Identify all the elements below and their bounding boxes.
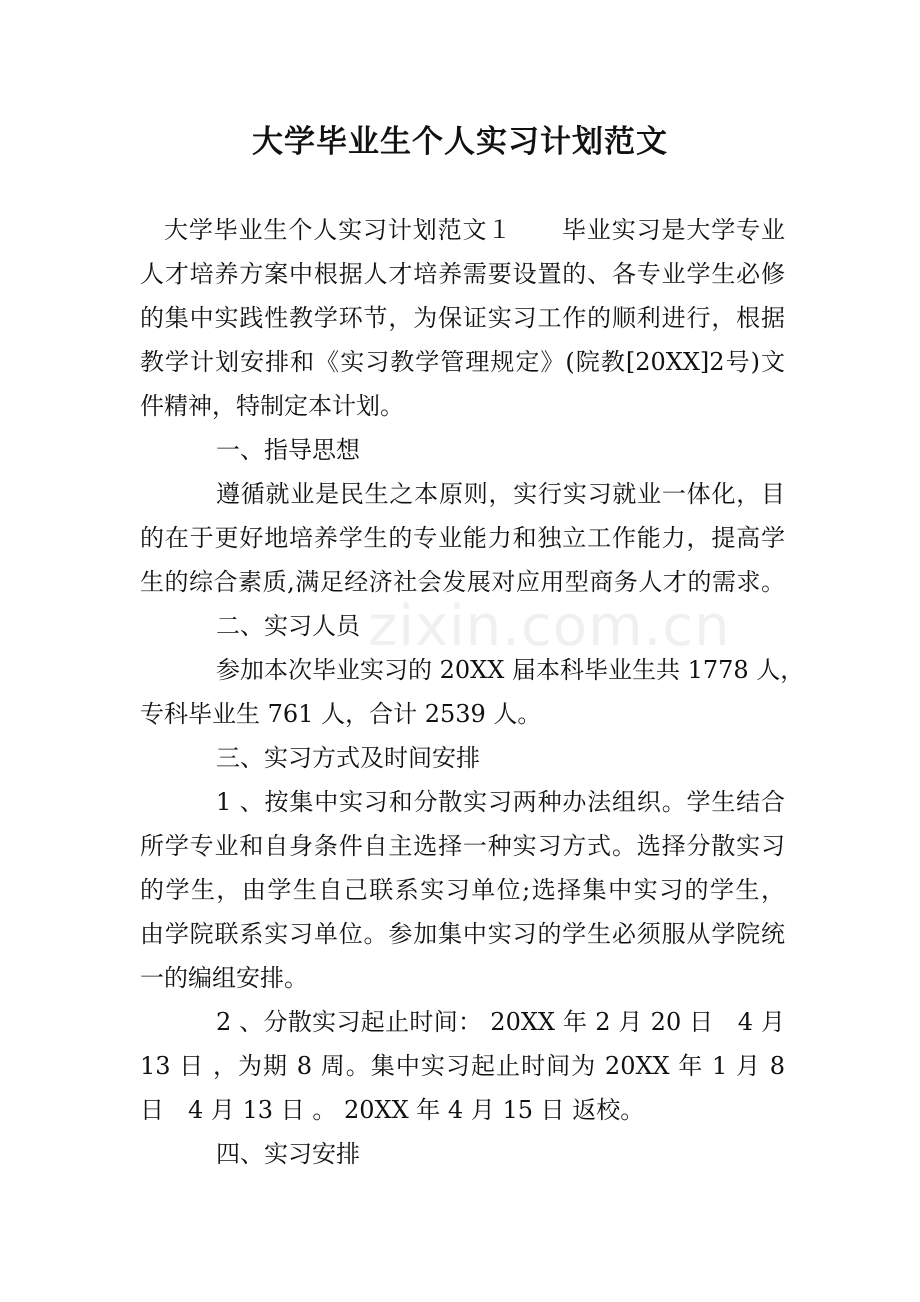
paragraph-line: 一的编组安排。 xyxy=(140,964,308,992)
paragraph-line: 参加本次毕业实习的 20XX 届本科毕业生共 1778 人， xyxy=(216,656,805,684)
paragraph-line: 的学生，由学生自己联系实习单位;选择集中实习的学生， xyxy=(140,876,785,904)
paragraph-line: 1 、按集中实习和分散实习两种办法组织。学生结合 xyxy=(216,788,785,816)
paragraph-line: 遵循就业是民生之本原则，实行实习就业一体化，目 xyxy=(216,480,785,508)
watermark-text: zixin.com.cn xyxy=(368,594,731,659)
section-heading: 三、实习方式及时间安排 xyxy=(216,744,480,772)
paragraph-line: 生的综合素质,满足经济社会发展对应用型商务人才的需求。 xyxy=(140,568,785,596)
paragraph-line: 教学计划安排和《实习教学管理规定》(院教[20XX]2号)文 xyxy=(140,348,785,376)
paragraph-line: 件精神，特制定本计划。 xyxy=(140,392,404,420)
paragraph-line: 由学院联系实习单位。参加集中实习的学生必须服从学院统 xyxy=(140,920,785,948)
paragraph-line: 2 、分散实习起止时间： 20XX 年 2 月 20 日 4 月 xyxy=(216,1008,785,1036)
paragraph-line: 人才培养方案中根据人才培养需要设置的、各专业学生必修 xyxy=(140,260,785,288)
paragraph-line: 的集中实践性教学环节，为保证实习工作的顺利进行，根据 xyxy=(140,304,785,332)
document-title: 大学毕业生个人实习计划范文 xyxy=(252,124,668,160)
section-heading: 四、实习安排 xyxy=(216,1140,360,1168)
paragraph-line: 专科毕业生 761 人，合计 2539 人。 xyxy=(140,700,542,728)
paragraph-line: 的在于更好地培养学生的专业能力和独立工作能力，提高学 xyxy=(140,524,785,552)
paragraph-line: 大学毕业生个人实习计划范文１ 毕业实习是大学专业 xyxy=(164,216,785,244)
section-heading: 一、指导思想 xyxy=(216,436,360,464)
paragraph-line: 所学专业和自身条件自主选择一种实习方式。选择分散实习 xyxy=(140,832,785,860)
paragraph-line: 13 日 ，为期 8 周。集中实习起止时间为 20XX 年 1 月 8 xyxy=(140,1052,785,1080)
document-body xyxy=(140,208,805,1176)
section-heading: 二、实习人员 xyxy=(216,612,360,640)
paragraph-line: 日 4 月 13 日 。 20XX 年 4 月 15 日 返校。 xyxy=(140,1096,645,1124)
